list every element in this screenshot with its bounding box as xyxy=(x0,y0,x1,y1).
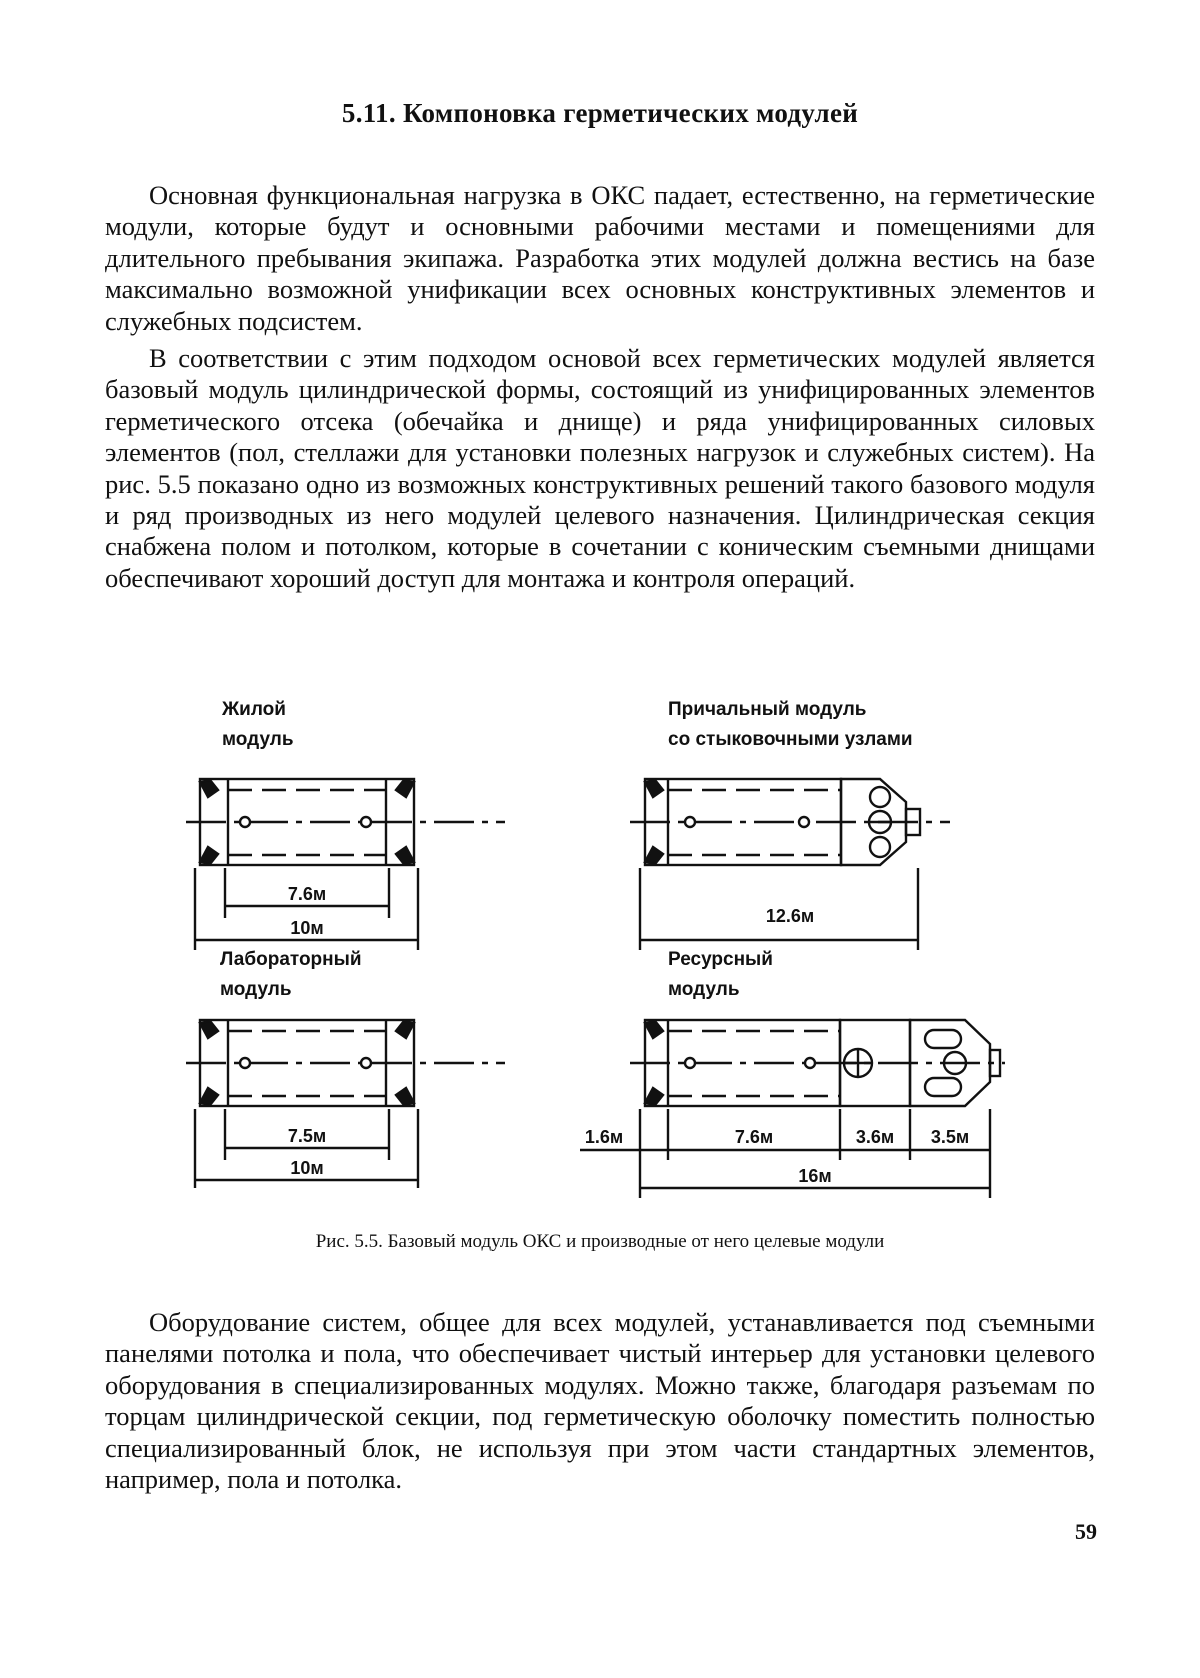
paragraph-3: Оборудование систем, общее для всех модулей, устанавливается под съемными панелями потолка и пола, что обеспечивает чистый интерьер для установки целевого оборудования в специализированных модулях. Можно также, благодаря разъемам по торцам цилиндрической секции, под герметическую оболочку поместить полностью специализированный блок, не используя при этом части стандартных элементов, например, пола и потолка. xyxy=(105,1307,1095,1495)
module-laboratory-dim-inner: 7.5м xyxy=(287,1126,327,1146)
module-resource-dim-total: 16м xyxy=(798,1166,832,1186)
module-habitation-dim-inner: 7.6м xyxy=(287,884,327,904)
module-resource-label-2: модуль xyxy=(668,979,740,1000)
module-resource-dim-segment-3: 3.6м xyxy=(855,1127,895,1147)
module-laboratory-label-1: Лабораторный xyxy=(220,949,362,970)
module-habitation-drawing xyxy=(186,779,505,950)
module-docking-dim-total: 12.6м xyxy=(765,906,815,926)
module-resource-dim-segment-4: 3.5м xyxy=(930,1127,970,1147)
section-title: 5.11. Компоновка герметических модулей xyxy=(341,98,859,128)
module-docking-label-2: со стыковочными узлами xyxy=(668,729,913,750)
module-laboratory-dim-total: 10м xyxy=(290,1158,324,1178)
paragraph-2: В соответствии с этим подходом основой всех герметических модулей является базовый модуль цилиндрической формы, состоящий из унифицированных элементов герметического отсека (обечайка и днище) и ряда унифицированных силовых элементов (пол, стеллажи для установки полезных нагрузок и служебных систем). На рис. 5.5 показано одно из возможных конструктивных решений такого базового модуля и ряд производных из него модулей целевого назначения. Цилиндрическая секция снабжена полом и потолком, которые в сочетании с коническим съемными днищами обеспечивают хороший доступ для монтажа и контроля операций. xyxy=(105,343,1095,593)
module-habitation-dim-total: 10м xyxy=(290,918,324,938)
module-docking-label-1: Причальный модуль xyxy=(668,699,867,720)
page-number: 59 xyxy=(1075,1519,1097,1544)
figure-caption: Рис. 5.5. Базовый модуль ОКС и производные от него целевые модули xyxy=(315,1231,885,1252)
module-resource-label-1: Ресурсный xyxy=(668,949,773,970)
module-habitation-label-2: модуль xyxy=(222,729,294,750)
module-laboratory-drawing xyxy=(186,1020,505,1188)
module-resource-drawing xyxy=(580,1020,1005,1198)
module-habitation-label-1: Жилой xyxy=(222,699,286,720)
paragraph-1: Основная функциональная нагрузка в ОКС падает, естественно, на герметические модули, которые будут и основными рабочими местами и помещениями для длительного пребывания экипажа. Разработка этих модулей должна вестись на базе максимально возможной унификации всех основных конструктивных элементов и служебных подсистем. xyxy=(105,180,1095,336)
module-laboratory-label-2: модуль xyxy=(220,979,292,1000)
module-resource-dim-segment-2: 7.6м xyxy=(734,1127,774,1147)
module-resource-dim-segment-1: 1.6м xyxy=(584,1127,624,1147)
module-docking-drawing xyxy=(630,779,950,950)
